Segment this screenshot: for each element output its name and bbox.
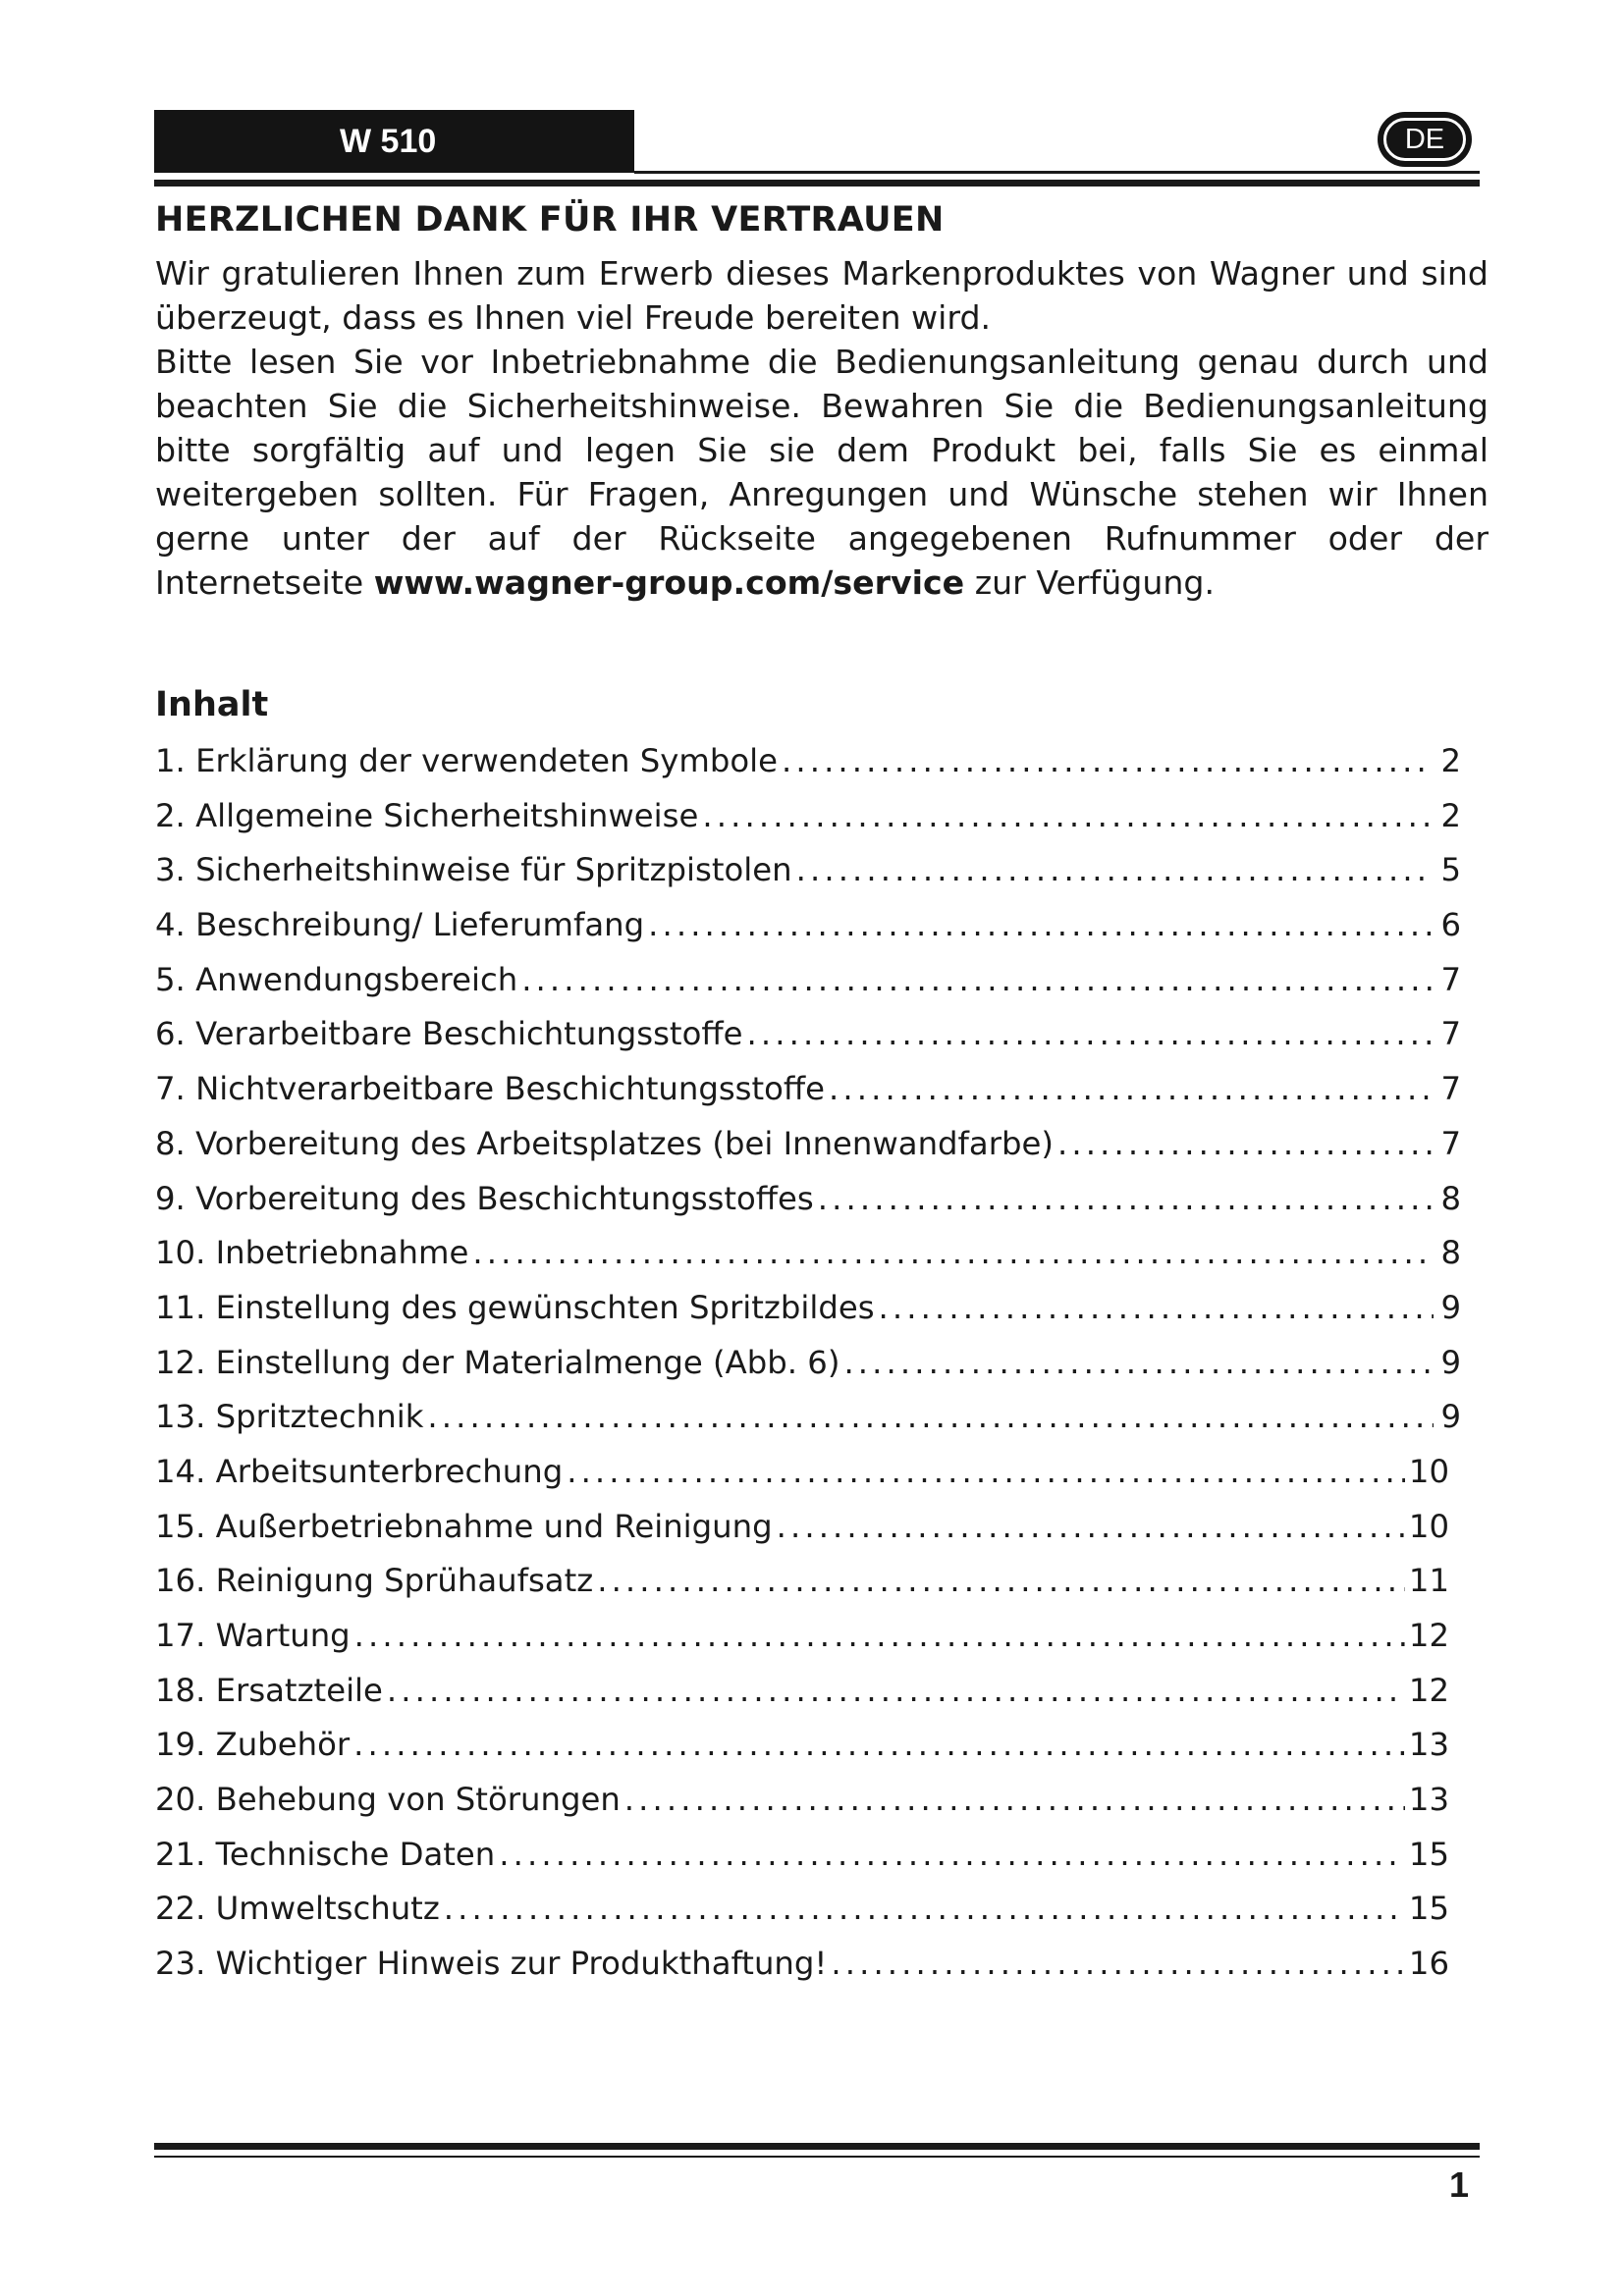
toc-entry-leader — [499, 1836, 1405, 1873]
page-header — [154, 110, 1480, 175]
toc-entry-page: 7 — [1440, 960, 1461, 998]
toc-entry-page: 12 — [1408, 1671, 1449, 1709]
toc-entry-label: 15. Außerbetriebnahme und Reinigung — [155, 1507, 773, 1545]
toc-entry-leader — [353, 1726, 1405, 1763]
toc-entry-leader — [567, 1453, 1405, 1490]
toc-entry-label: 6. Verarbeitbare Beschichtungsstoffe — [155, 1015, 743, 1053]
intro-paragraph-1: Wir gratulieren Ihnen zum Erwerb dieses Markenproduktes von Wagner und sind überzeugt, dass es Ihnen viel Freude bereiten wird. — [155, 254, 1489, 337]
toc-entry-page: 9 — [1440, 1343, 1461, 1381]
toc-entry-page: 9 — [1440, 1398, 1461, 1436]
toc-entry-label: 8. Vorbereitung des Arbeitsplatzes (bei Innenwandfarbe) — [155, 1124, 1054, 1162]
toc-entry[interactable] — [155, 851, 1461, 906]
toc-entry-leader — [782, 742, 1434, 779]
toc-entry[interactable] — [155, 906, 1461, 961]
intro-paragraph-2 — [155, 340, 1489, 605]
toc-entry-leader — [521, 961, 1434, 998]
toc-entry-page: 9 — [1440, 1288, 1461, 1326]
toc-entry-leader — [843, 1344, 1434, 1381]
toc-entry-label: 21. Technische Daten — [155, 1835, 496, 1873]
language-badge — [1378, 112, 1472, 167]
toc-entry[interactable] — [155, 1836, 1449, 1891]
intro-paragraph-2-end: zur Verfügung. — [964, 563, 1216, 602]
toc-entry[interactable] — [155, 1890, 1449, 1945]
toc-entry-leader — [818, 1180, 1434, 1217]
toc-entry-label: 17. Wartung — [155, 1617, 351, 1654]
toc-entry-leader — [597, 1562, 1405, 1599]
toc-entry-page: 5 — [1440, 851, 1461, 889]
table-of-contents — [155, 742, 1461, 2000]
toc-entry[interactable] — [155, 1125, 1461, 1180]
toc-entry[interactable] — [155, 1398, 1461, 1453]
toc-entry[interactable] — [155, 1234, 1461, 1289]
toc-entry-leader — [746, 1015, 1434, 1052]
toc-entry-label: 7. Nichtverarbeitbare Beschichtungsstoffe — [155, 1070, 826, 1108]
toc-entry[interactable] — [155, 797, 1461, 852]
toc-entry-leader — [777, 1508, 1405, 1545]
toc-entry[interactable] — [155, 1015, 1461, 1070]
toc-entry[interactable] — [155, 1672, 1449, 1727]
toc-entry-label: 18. Ersatzteile — [155, 1671, 383, 1709]
toc-entry[interactable] — [155, 1180, 1461, 1235]
bottom-divider-thin — [154, 2156, 1480, 2158]
toc-entry-label: 19. Zubehör — [155, 1726, 351, 1764]
toc-entry-leader — [648, 906, 1434, 943]
toc-entry-leader — [624, 1781, 1405, 1818]
toc-entry-page: 2 — [1440, 796, 1461, 834]
toc-entry[interactable] — [155, 1508, 1449, 1563]
toc-entry-label: 13. Spritztechnik — [155, 1398, 424, 1436]
toc-entry-leader — [829, 1070, 1434, 1107]
toc-entry-page: 13 — [1408, 1781, 1449, 1819]
toc-entry[interactable] — [155, 1617, 1449, 1672]
toc-entry-label: 2. Allgemeine Sicherheitshinweise — [155, 796, 699, 834]
toc-entry-page: 15 — [1408, 1835, 1449, 1873]
intro-paragraph-2-text: Bitte lesen Sie vor Inbetriebnahme die Bedienungsanleitung genau durch und beachten Sie die Sicherheitshinweise. Bewahren Sie die Bedienungsanleitung bitte sorgfältig auf und legen Sie sie dem Produkt bei, falls Sie es einmal weitergeben sollten. Für Fragen, Anregungen und Wünsche stehen wir Ihnen gerne unter der auf der Rückseite angegebenen Rufnummer oder der Internetseite — [155, 343, 1489, 602]
toc-entry-page: 2 — [1440, 742, 1461, 779]
toc-entry-page: 12 — [1408, 1617, 1449, 1654]
toc-entry-page: 13 — [1408, 1726, 1449, 1764]
toc-entry-label: 3. Sicherheitshinweise für Spritzpistolen — [155, 851, 792, 889]
toc-entry-label: 22. Umweltschutz — [155, 1890, 440, 1928]
toc-entry[interactable] — [155, 961, 1461, 1016]
toc-entry-leader — [831, 1945, 1405, 1982]
toc-entry[interactable] — [155, 1344, 1461, 1399]
toc-entry[interactable] — [155, 1453, 1449, 1508]
toc-entry-page: 7 — [1440, 1124, 1461, 1162]
top-divider — [154, 180, 1480, 187]
toc-entry-label: 9. Vorbereitung des Beschichtungsstoffes — [155, 1179, 814, 1217]
toc-entry-label: 5. Anwendungsbereich — [155, 960, 518, 998]
intro-title: HERZLICHEN DANK FÜR IHR VERTRAUEN — [155, 200, 945, 240]
toc-entry-leader — [472, 1234, 1434, 1271]
toc-entry-page: 10 — [1408, 1452, 1449, 1490]
toc-entry-leader — [702, 797, 1434, 834]
language-code: DE — [1383, 118, 1466, 161]
toc-entry-leader — [354, 1617, 1405, 1654]
toc-entry-label: 1. Erklärung der verwendeten Symbole — [155, 742, 778, 779]
page-number: 1 — [1449, 2164, 1470, 2205]
toc-entry[interactable] — [155, 1562, 1449, 1617]
toc-title: Inhalt — [155, 685, 269, 724]
toc-entry[interactable] — [155, 1070, 1461, 1125]
toc-entry-leader — [387, 1672, 1405, 1709]
toc-entry-leader — [796, 851, 1434, 888]
toc-entry-page: 6 — [1440, 906, 1461, 944]
toc-entry-label: 14. Arbeitsunterbrechung — [155, 1452, 564, 1490]
toc-entry-label: 16. Reinigung Sprühaufsatz — [155, 1562, 594, 1600]
toc-entry-page: 8 — [1440, 1179, 1461, 1217]
bottom-divider — [154, 2143, 1480, 2150]
intro-text — [155, 251, 1489, 605]
toc-entry-leader — [427, 1398, 1434, 1435]
toc-entry[interactable] — [155, 1726, 1449, 1781]
toc-entry-label: 20. Behebung von Störungen — [155, 1781, 621, 1819]
toc-entry-page: 7 — [1440, 1015, 1461, 1053]
toc-entry-leader — [879, 1289, 1434, 1326]
toc-entry-label: 4. Beschreibung/ Lieferumfang — [155, 906, 645, 944]
toc-entry[interactable] — [155, 1945, 1449, 2000]
service-website-link[interactable]: www.wagner-group.com/service — [373, 563, 965, 602]
toc-entry-label: 10. Inbetriebnahme — [155, 1234, 469, 1272]
toc-entry-page: 10 — [1408, 1507, 1449, 1545]
toc-entry[interactable] — [155, 742, 1461, 797]
header-rule — [634, 171, 1480, 174]
toc-entry-page: 7 — [1440, 1070, 1461, 1108]
toc-entry-page: 8 — [1440, 1234, 1461, 1272]
toc-entry-leader — [444, 1890, 1405, 1927]
toc-entry-page: 15 — [1408, 1890, 1449, 1928]
toc-entry-leader — [1057, 1125, 1434, 1162]
toc-entry-label: 12. Einstellung der Materialmenge (Abb. 6) — [155, 1343, 840, 1381]
toc-entry-label: 11. Einstellung des gewünschten Spritzbildes — [155, 1288, 875, 1326]
toc-entry[interactable] — [155, 1289, 1461, 1344]
model-label: W 510 — [154, 110, 634, 173]
toc-entry[interactable] — [155, 1781, 1449, 1836]
toc-entry-page: 16 — [1408, 1945, 1449, 1983]
toc-entry-page: 11 — [1408, 1562, 1449, 1600]
toc-entry-label: 23. Wichtiger Hinweis zur Produkthaftung! — [155, 1945, 828, 1983]
